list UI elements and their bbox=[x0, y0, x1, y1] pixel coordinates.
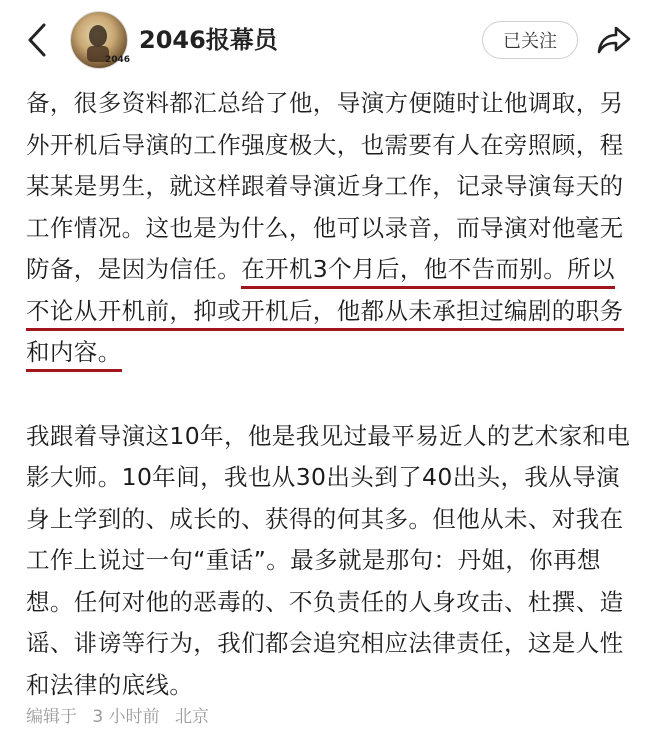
back-icon bbox=[27, 23, 47, 57]
location: 北京 bbox=[175, 707, 210, 727]
edited-label: 编辑于 bbox=[26, 707, 77, 727]
paragraph-1 bbox=[26, 83, 638, 374]
account-name[interactable]: 2046报幕员 bbox=[139, 26, 278, 54]
article-body bbox=[26, 83, 638, 706]
follow-button[interactable]: 已关注 bbox=[482, 21, 578, 59]
paragraph-2: 我跟着导演这10年，他是我见过最平易近人的艺术家和电影大师。10年间，我也从30出头到了40出头，我从导演身上学到的、成长的、获得的何其多。但他从未、对我在工作上说过一句“重话”。最多就是那句：丹姐，你再想想。任何对他的恶毒的、不负责任的人身攻击、杜撰、造谣、诽谤等行为，我们都会追究相应法律责任，这是人性和法律的底线。 bbox=[26, 421, 631, 699]
share-button[interactable] bbox=[596, 22, 632, 58]
back-button[interactable] bbox=[22, 22, 52, 58]
svg-text:2046: 2046 bbox=[105, 55, 131, 65]
top-bar bbox=[0, 0, 660, 80]
share-icon bbox=[597, 25, 631, 55]
paragraph-1-text: 备，很多资料都汇总给了他，导演方便随时让他调取，另外开机后导演的工作强度极大，也需要有人在旁照顾，程某某是男生，就这样跟着导演近身工作，记录导演每天的工作情况。这也是为什么，他可以录音，而导演对他毫无防备，是因为信任。 bbox=[26, 89, 624, 283]
underlined-highlight: 在开机3个月后，他不告而别。所以不论从开机前，抑或开机后，他都从未承担过编剧的职务和内容。 bbox=[26, 255, 624, 372]
post-meta bbox=[26, 703, 209, 731]
avatar[interactable] bbox=[70, 11, 131, 69]
edit-time: 3 小时前 bbox=[92, 707, 160, 727]
